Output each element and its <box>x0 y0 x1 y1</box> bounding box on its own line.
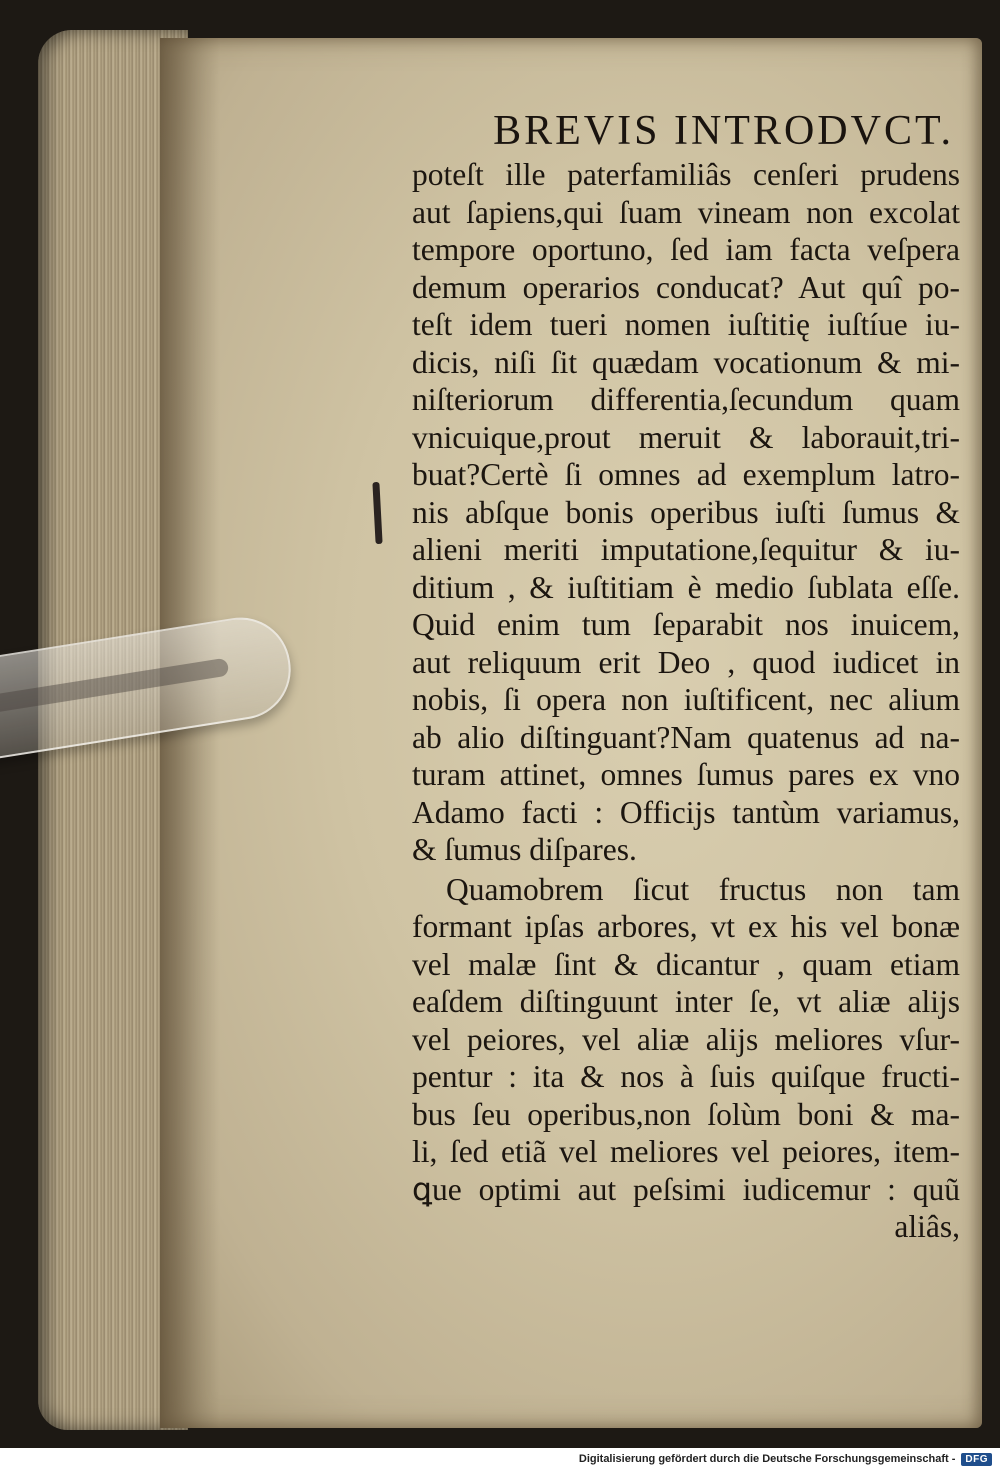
text-line: nis abſque bonis operibus iuſti ſumus & <box>412 494 960 530</box>
funding-credit: Digitalisierung gefördert durch die Deutsche Forschungsgemeinschaft - <box>578 1453 956 1465</box>
text-line: vnicuique,prout meruit & laborauit,tri- <box>412 419 960 455</box>
bookmark-clip-stripe <box>0 658 229 718</box>
text-line: teſt idem tueri nomen iuſtitię iuſtíue iu- <box>412 307 960 342</box>
text-line: demum operarios conducat? Aut quî po- <box>412 269 960 305</box>
dfg-logo: DFG <box>961 1453 992 1466</box>
text-line: vel peiores, vel aliæ alijs meliores vſur- <box>412 1021 960 1057</box>
text-line: vel malæ ſint & dicantur , quam etiam <box>412 946 960 982</box>
text-line: Adamo facti : Officijs tantùm variamus, <box>412 794 960 830</box>
text-line: niſteriorum differentia,ſecundum quam <box>412 382 960 417</box>
text-line: tempore oportuno, ſed iam facta veſpera <box>412 232 960 267</box>
text-line: Quamobrem ſicut fructus non tam <box>446 871 960 907</box>
text-line: nobis, ſi opera non iuſtificent, nec alium <box>412 682 960 717</box>
text-line: bus ſeu operibus,non ſolùm boni & ma- <box>412 1096 960 1132</box>
running-head: BREVIS INTRODVCT. <box>493 108 954 154</box>
text-line: formant ipſas arbores, vt ex his vel bonæ <box>412 909 960 944</box>
text-block <box>412 106 960 1246</box>
text-line: eaſdem diſtinguunt inter ſe, vt aliæ alijs <box>412 984 960 1019</box>
text-line: turam attinet, omnes ſumus pares ex vno <box>412 757 960 792</box>
gutter-shadow <box>160 38 220 1428</box>
text-line: aut reliquum erit Deo , quod iudicet in <box>412 644 960 680</box>
text-line: li, ſed etiã vel meliores vel peiores, item- <box>412 1134 960 1169</box>
text-line: ab alio diſtinguant?Nam quatenus ad na- <box>412 719 960 755</box>
text-line: pentur : ita & nos à ſuis quiſque fructi- <box>412 1059 960 1094</box>
text-line: aut ſapiens,qui ſuam vineam non excolat <box>412 194 960 230</box>
text-line: buat?Certè ſi omnes ad exemplum latro- <box>412 457 960 492</box>
text-line: poteſt ille paterfamiliâs cenſeri prudens <box>412 157 960 192</box>
text-line: dicis, niſi ſit quædam vocationum & mi- <box>412 344 960 380</box>
text-line: ꝗue optimi aut peſsimi iudicemur : quũ <box>412 1171 960 1207</box>
text-line: alieni meriti imputatione,ſequitur & iu- <box>412 532 960 567</box>
text-lines <box>412 156 960 1246</box>
text-line: ditium , & iuſtitiam è medio ſublata eſſe. <box>412 569 960 605</box>
text-line: & ſumus diſpares. <box>412 832 637 867</box>
catchword: aliâs, <box>894 1209 960 1244</box>
footer-bar <box>0 1448 1000 1470</box>
text-line: Quid enim tum ſeparabit nos inuicem, <box>412 607 960 642</box>
